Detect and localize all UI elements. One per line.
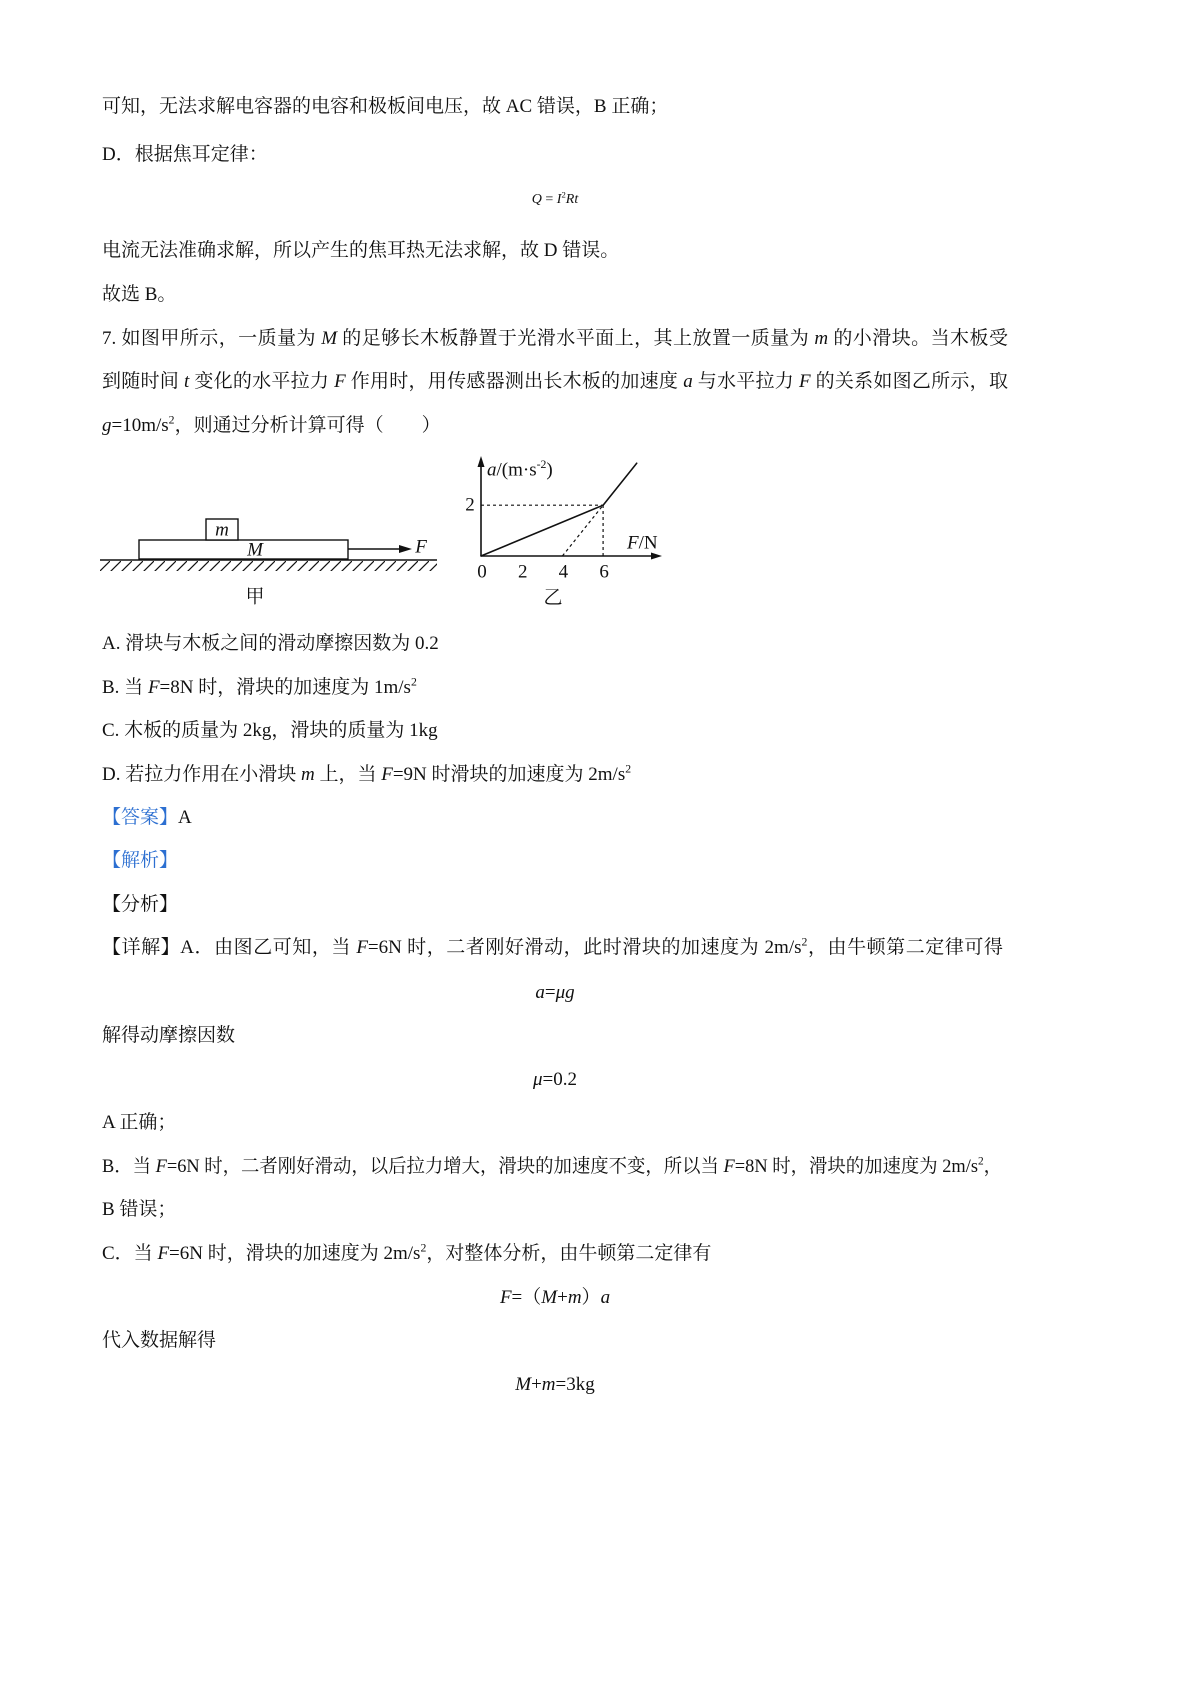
y-axis-arrow	[478, 456, 485, 467]
joule-law-intro	[102, 143, 268, 167]
figure-b-caption: 乙	[543, 587, 563, 609]
substitute-data-text	[102, 1329, 216, 1353]
italic-symbol: F	[356, 937, 368, 958]
text-run: =6N 时，二者刚好滑动，以后拉力增大，滑块的加速度不变，所以当	[166, 1156, 724, 1177]
force-arrow-head	[399, 545, 412, 553]
italic-symbol: F	[723, 1156, 735, 1177]
italic-symbol: F	[147, 677, 160, 698]
text-run: 的足够长木板静置于光滑水平面上，其上放置一质量为	[337, 328, 815, 349]
section-tag: 【解析】	[102, 850, 179, 871]
italic-symbol: μg	[555, 982, 575, 1003]
superscript: -2	[536, 458, 547, 472]
figure-b-acceleration-force-graph	[450, 450, 680, 615]
y-axis-label	[487, 458, 553, 481]
detail-c-line	[102, 1242, 711, 1266]
text-run: 的小滑块。当木板受	[828, 328, 1008, 349]
friction-coefficient-text	[102, 1024, 235, 1048]
text-run: ，对整体分析，由牛顿第二定律有	[426, 1243, 712, 1264]
italic-symbol: m	[541, 1374, 556, 1395]
prev-solution-conclusion	[102, 95, 668, 119]
x-axis-arrow	[651, 553, 662, 560]
italic-symbol: M	[321, 328, 338, 349]
text-run: 【详解】A．由图乙可知，当	[102, 937, 357, 958]
text-run: =	[544, 982, 556, 1003]
italic-symbol: m	[567, 1287, 582, 1308]
question-stem-line-1	[102, 327, 1008, 351]
text-run: )	[546, 459, 553, 481]
option-a	[102, 632, 439, 656]
italic-symbol: F	[155, 1156, 167, 1177]
text-run: 到随时间	[102, 371, 185, 392]
italic-symbol: F	[627, 532, 639, 554]
text-run: ，	[983, 1156, 1003, 1177]
italic-symbol: F	[157, 1243, 170, 1264]
text-run: 的关系如图乙所示，取	[810, 371, 1008, 392]
text-run: 上，当	[314, 764, 382, 785]
figure-a-drawing	[95, 505, 450, 615]
acceleration-force-line-segment	[603, 463, 637, 505]
text-run: A 正确；	[102, 1112, 177, 1133]
italic-symbol: a	[487, 459, 497, 481]
text-run: =3kg	[555, 1374, 595, 1395]
superscript: 2	[801, 935, 808, 949]
text-run: ，由牛顿第二定律可得	[807, 937, 1003, 958]
italic-symbol: F	[334, 371, 346, 392]
italic-symbol: Q	[531, 192, 542, 207]
italic-symbol: F	[799, 371, 811, 392]
joule-heat-conclusion	[102, 239, 619, 263]
text-run: 代入数据解得	[102, 1330, 217, 1351]
text-run: 故选 B。	[102, 284, 177, 305]
superscript: 2	[410, 675, 417, 689]
text-run: C．当	[102, 1243, 158, 1264]
text-run: =6N 时，二者刚好滑动，此时滑块的加速度为 2m/s	[367, 937, 802, 958]
section-tag: 【答案】	[102, 807, 179, 828]
text-run: B．当	[102, 1156, 156, 1177]
text-run: =（	[511, 1287, 542, 1308]
option-d	[102, 763, 631, 787]
text-run: 解得动摩擦因数	[102, 1025, 236, 1046]
text-run: =9N 时滑块的加速度为 2m/s	[392, 764, 626, 785]
board-mass-label: M	[247, 539, 263, 561]
equation-a-equals-mu-g	[102, 981, 1008, 1005]
acceleration-force-line-segment	[481, 505, 603, 556]
text-run: ）	[581, 1287, 601, 1308]
text-run: C. 木板的质量为 2kg，滑块的质量为 1kg	[102, 720, 438, 741]
italic-symbol: a	[683, 371, 693, 392]
option-c	[102, 719, 438, 743]
text-run: =6N 时，滑块的加速度为 2m/s	[169, 1243, 421, 1264]
superscript: 2	[561, 189, 566, 200]
force-label: F	[415, 536, 427, 558]
text-run: +	[557, 1287, 568, 1308]
option-b	[102, 676, 417, 700]
text-run: D. 若拉力作用在小滑块	[102, 764, 301, 785]
superscript: 2	[625, 762, 632, 776]
text-run: 【分析】	[102, 894, 179, 915]
analysis-heading	[102, 893, 178, 917]
text-run: /N	[638, 532, 658, 554]
b-wrong-text	[102, 1198, 176, 1222]
text-run: 与水平拉力	[692, 371, 799, 392]
answer-line	[102, 806, 192, 830]
x-tick-label: 6	[599, 561, 609, 583]
detail-b-line	[102, 1155, 1004, 1179]
italic-symbol: t	[184, 371, 190, 392]
italic-symbol: a	[535, 982, 545, 1003]
text-run: 可知，无法求解电容器的电容和极板间电压，故 AC 错误，B 正确；	[102, 96, 669, 117]
italic-symbol: F	[499, 1287, 512, 1308]
text-run: B. 当	[102, 677, 148, 698]
italic-symbol: a	[600, 1287, 611, 1308]
text-run: =8N 时，滑块的加速度为 1m/s	[159, 677, 411, 698]
italic-symbol: M	[541, 1287, 558, 1308]
x-tick-label: 2	[517, 561, 528, 583]
text-run: 变化的水平拉力	[189, 371, 335, 392]
text-run: 电流无法准确求解，所以产生的焦耳热无法求解，故 D 错误。	[102, 240, 620, 261]
explanation-heading	[102, 849, 178, 873]
text-run: ，则通过分析计算可得（ ）	[174, 415, 441, 436]
superscript: 2	[420, 1241, 427, 1255]
italic-symbol: F	[381, 764, 393, 785]
italic-symbol: g	[102, 415, 112, 436]
joule-law-equation	[102, 191, 1008, 209]
superscript: 2	[168, 413, 175, 427]
text-run: =	[541, 192, 557, 207]
x-tick-label: 4	[558, 561, 569, 583]
prev-answer-choice	[102, 283, 176, 307]
text-run: 7. 如图甲所示，一质量为	[102, 328, 322, 349]
text-run: B 错误；	[102, 1199, 177, 1220]
figure-a-caption: 甲	[245, 586, 265, 608]
text-run: +	[531, 1374, 542, 1395]
detail-a-line	[102, 936, 1003, 960]
superscript: 2	[977, 1154, 984, 1168]
block-mass-label: m	[215, 519, 229, 541]
italic-symbol: μ	[532, 1069, 543, 1090]
x-tick-label: 0	[477, 561, 487, 583]
ground-hatching	[100, 561, 437, 571]
italic-symbol: M	[515, 1374, 532, 1395]
x-axis-label	[627, 534, 658, 553]
long-board	[139, 540, 348, 559]
equation-mu-value	[102, 1068, 1008, 1092]
question-stem-line-3	[102, 414, 441, 438]
italic-symbol: m	[300, 764, 315, 785]
text-run: /(m·s	[496, 459, 537, 481]
text-run: 作用时，用传感器测出长木板的加速度	[345, 371, 684, 392]
text-run: =8N 时，滑块的加速度为 2m/s	[734, 1156, 978, 1177]
text-run: A. 滑块与木板之间的滑动摩擦因数为 0.2	[102, 633, 439, 654]
y-tick-label: 2	[465, 494, 475, 516]
question-stem-line-2	[102, 370, 1008, 394]
equation-total-mass	[102, 1373, 1008, 1397]
equation-newton-second-law	[102, 1286, 1008, 1310]
text-run: =10m/s	[111, 415, 169, 436]
italic-symbol: I	[556, 192, 562, 207]
a-correct-text	[102, 1111, 176, 1135]
italic-symbol: m	[814, 328, 829, 349]
text-run: D．根据焦耳定律：	[102, 144, 268, 165]
text-run: =0.2	[542, 1069, 577, 1090]
figure-a-board-block-diagram	[95, 505, 450, 615]
text-run: A	[178, 807, 192, 828]
italic-symbol: Rt	[565, 192, 579, 207]
